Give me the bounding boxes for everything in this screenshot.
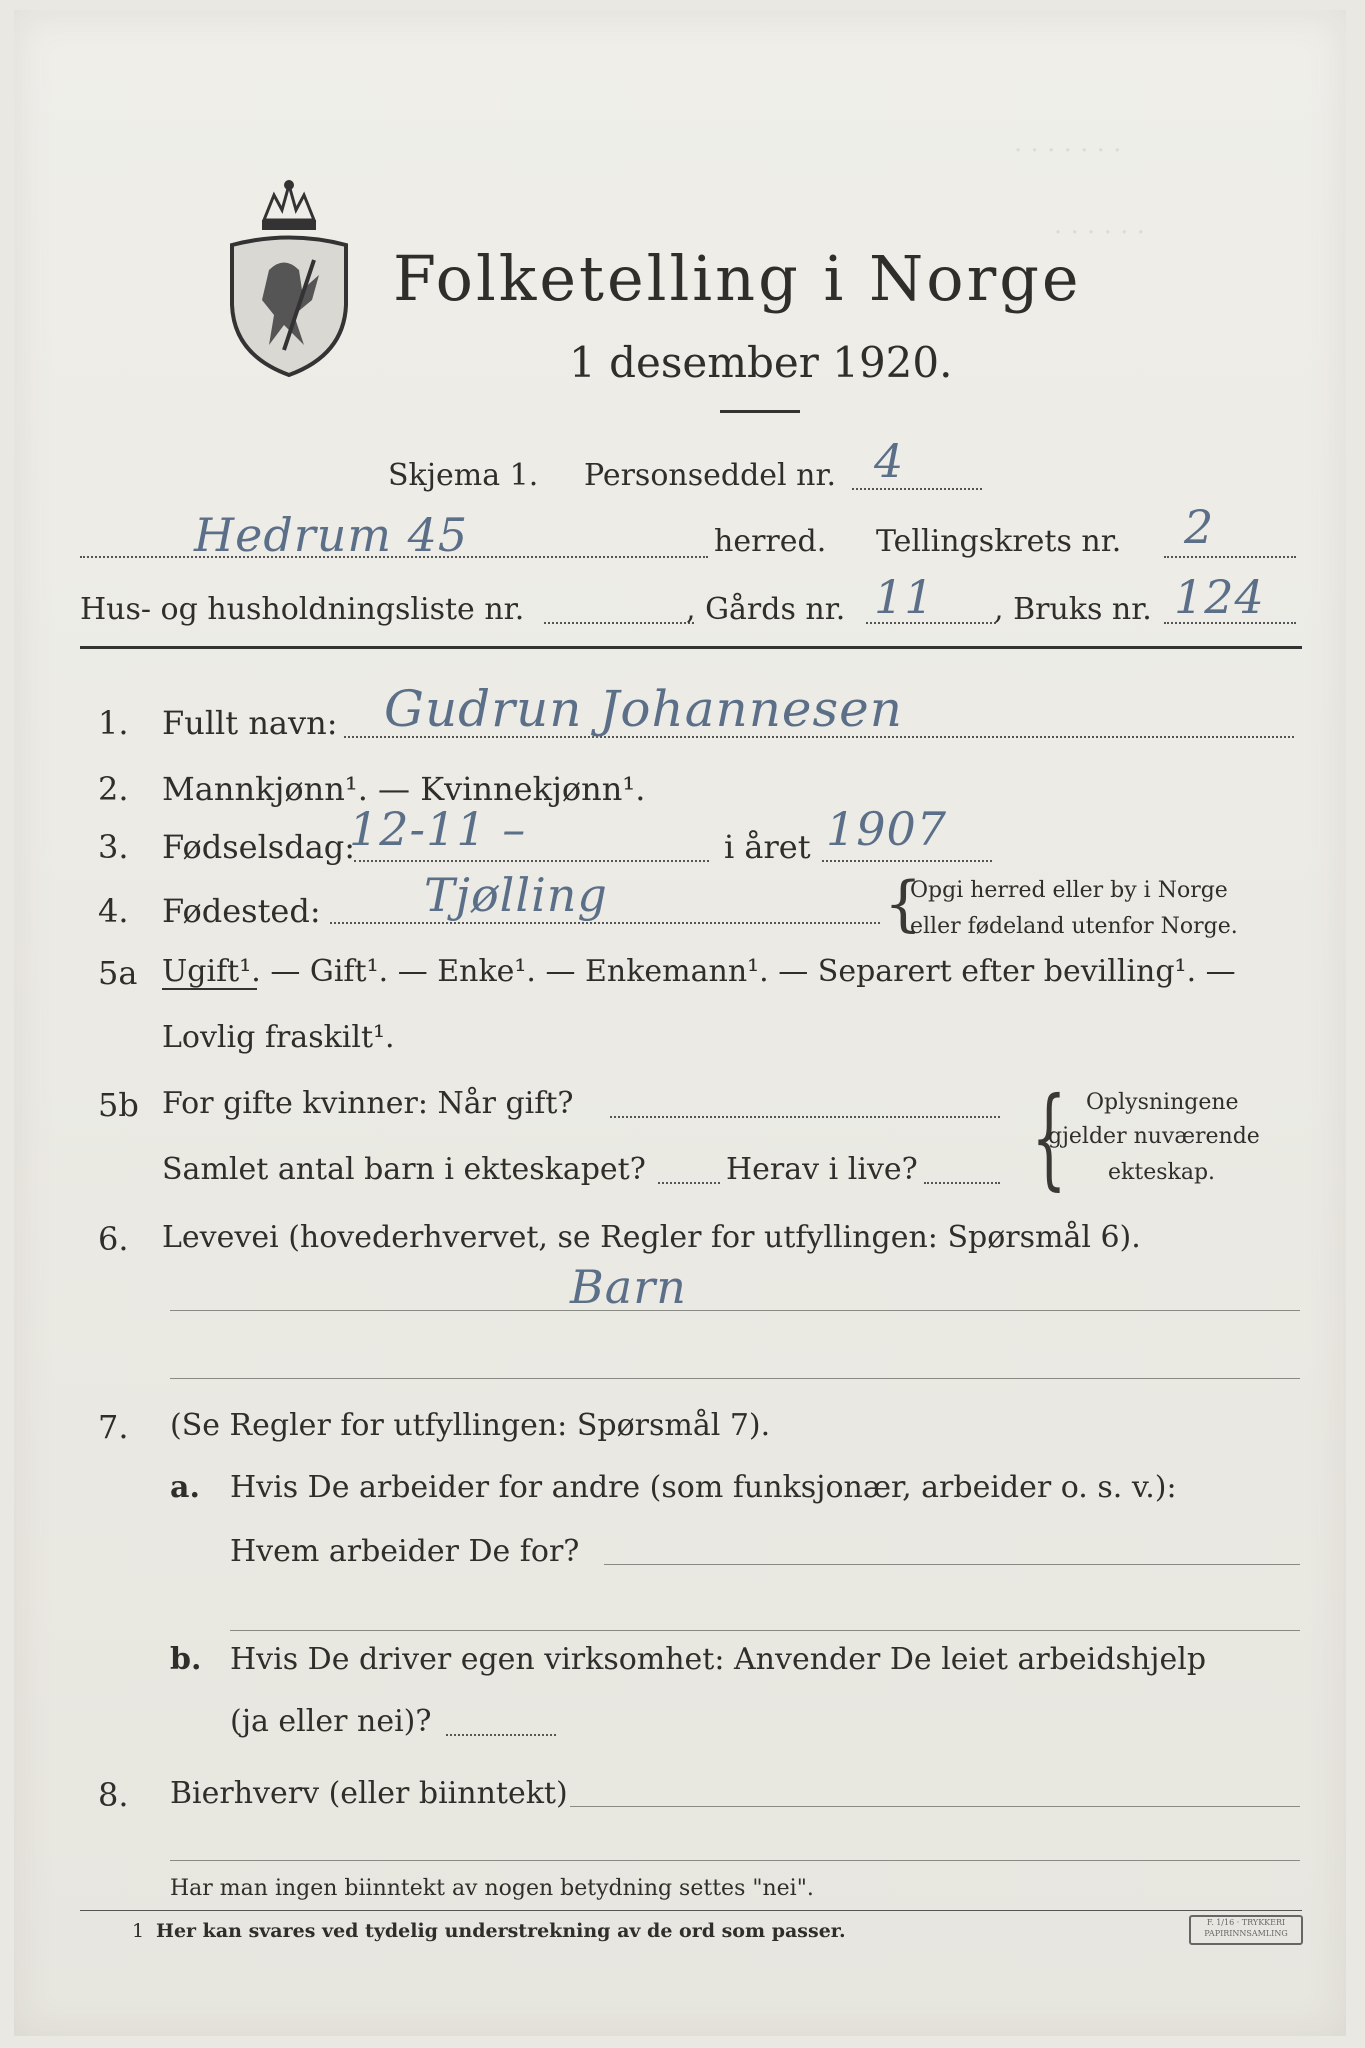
q7-number: 7. (98, 1408, 129, 1446)
form-title: Folketelling i Norge (393, 242, 1082, 315)
gards-value: 11 (874, 570, 935, 624)
herred-value: Hedrum 45 (194, 508, 469, 562)
gards-label: , Gårds nr. (686, 592, 846, 627)
side-income-field (570, 1806, 1300, 1807)
census-form-sheet (14, 10, 1346, 2036)
title-divider (720, 410, 800, 413)
side-income-line-2 (170, 1860, 1300, 1861)
marriage-note-2: gjelder nuværende (1048, 1124, 1260, 1149)
marital-status-options: Ugift¹. — Gift¹. — Enke¹. — Enkemann¹. — Separert efter bevilling¹. — (162, 954, 1236, 989)
q7-label: (Se Regler for utfyllingen: Spørsmål 7). (170, 1408, 771, 1443)
marital-status-options-cont: Lovlig fraskilt¹. (162, 1020, 395, 1055)
q4-label: Fødested: (162, 892, 321, 930)
footnote-separator (80, 1910, 1302, 1911)
gender-options: Mannkjønn¹. — Kvinnekjønn¹. (162, 770, 646, 808)
nei-note: Har man ingen biinntekt av nogen betydning settes "nei". (170, 1876, 814, 1901)
birthdate-value: 12-11 – (349, 802, 527, 856)
personseddel-value: 4 (874, 434, 905, 488)
bruks-value: 124 (1174, 570, 1265, 624)
full-name-value: Gudrun Johannesen (384, 680, 903, 738)
stamp-line-2: PAPIRINNSAMLING (1204, 1929, 1288, 1938)
married-when-field (610, 1116, 1000, 1118)
marriage-note-3: ekteskap. (1108, 1160, 1216, 1185)
census-date: 1 desember 1920. (569, 338, 953, 387)
personseddel-field (852, 488, 982, 490)
occupation-line-2 (170, 1378, 1300, 1379)
q8-number: 8. (98, 1776, 129, 1814)
birthplace-note-1: Opgi herred eller by i Norge (910, 878, 1228, 903)
bleed-through: . . . . . . (1054, 210, 1145, 240)
q7a-question: Hvis De arbeider for andre (som funksjonær, arbeider o. s. v.): (230, 1470, 1177, 1505)
tellingskrets-label: Tellingskrets nr. (876, 524, 1122, 559)
q5b-number: 5b (98, 1086, 139, 1124)
ugift-underline (162, 988, 257, 990)
bleed-through: . . . . . . . (1014, 128, 1122, 158)
q7b-question: Hvis De driver egen virksomhet: Anvender De leiet arbeidshjelp (230, 1642, 1207, 1677)
herred-label: herred. (714, 524, 827, 559)
employer-field (604, 1564, 1300, 1565)
marriage-note-1: Oplysningene (1086, 1090, 1239, 1115)
birth-year-label: i året (724, 828, 811, 866)
children-total-field (658, 1182, 720, 1184)
children-total-label: Samlet antal barn i ekteskapet? (162, 1152, 646, 1187)
birth-year-value: 1907 (826, 802, 948, 856)
brace-icon: { (1031, 1073, 1067, 1201)
q5a-number: 5a (98, 954, 138, 992)
tellingskrets-field (1164, 556, 1296, 558)
header-separator (80, 646, 1302, 649)
q2-number: 2. (98, 770, 129, 808)
husholdningsliste-field (544, 622, 694, 624)
occupation-label: Levevei (hovederhvervet, se Regler for utfyllingen: Spørsmål 6). (162, 1220, 1141, 1255)
occupation-value: Barn (570, 1260, 687, 1314)
q7a-letter: a. (170, 1470, 200, 1505)
footnote-text: Her kan svares ved tydelig understrekning av de ord som passer. (156, 1920, 846, 1942)
stamp-line-1: F. 1/16 · TRYKKERI (1206, 1918, 1286, 1927)
q1-number: 1. (98, 704, 129, 742)
birth-year-field (822, 860, 992, 862)
q6-number: 6. (98, 1220, 129, 1258)
side-income-label: Bierhverv (eller biinntekt) (170, 1776, 568, 1811)
hired-help-field (446, 1734, 556, 1736)
hired-help-label: (ja eller nei)? (230, 1704, 432, 1739)
children-alive-field (924, 1182, 1000, 1184)
personseddel-label: Personseddel nr. (584, 458, 837, 493)
schema-label: Skjema 1. (388, 458, 539, 493)
q4-number: 4. (98, 892, 129, 930)
birthplace-value: Tjølling (424, 868, 608, 922)
employer-line-2 (230, 1630, 1300, 1631)
married-when-label: For gifte kvinner: Når gift? (162, 1086, 574, 1121)
q3-label: Fødselsdag: (162, 828, 356, 866)
printer-stamp (1189, 1915, 1303, 1945)
birthplace-field (330, 922, 880, 924)
q7b-letter: b. (170, 1642, 202, 1677)
brace-icon: { (884, 869, 923, 939)
bruks-label: , Bruks nr. (994, 592, 1152, 627)
occupation-line-1 (170, 1310, 1300, 1311)
tellingskrets-value: 2 (1184, 500, 1215, 554)
q3-number: 3. (98, 828, 129, 866)
husholdningsliste-label: Hus- og husholdningsliste nr. (80, 592, 525, 627)
employer-label: Hvem arbeider De for? (230, 1534, 580, 1569)
birthplace-note-2: eller fødeland utenfor Norge. (910, 914, 1238, 939)
q1-label: Fullt navn: (162, 704, 338, 742)
birthdate-field (354, 860, 709, 862)
children-alive-label: Herav i live? (726, 1152, 918, 1187)
footnote-marker: 1 (132, 1920, 145, 1942)
norway-coat-of-arms-icon (224, 175, 354, 384)
